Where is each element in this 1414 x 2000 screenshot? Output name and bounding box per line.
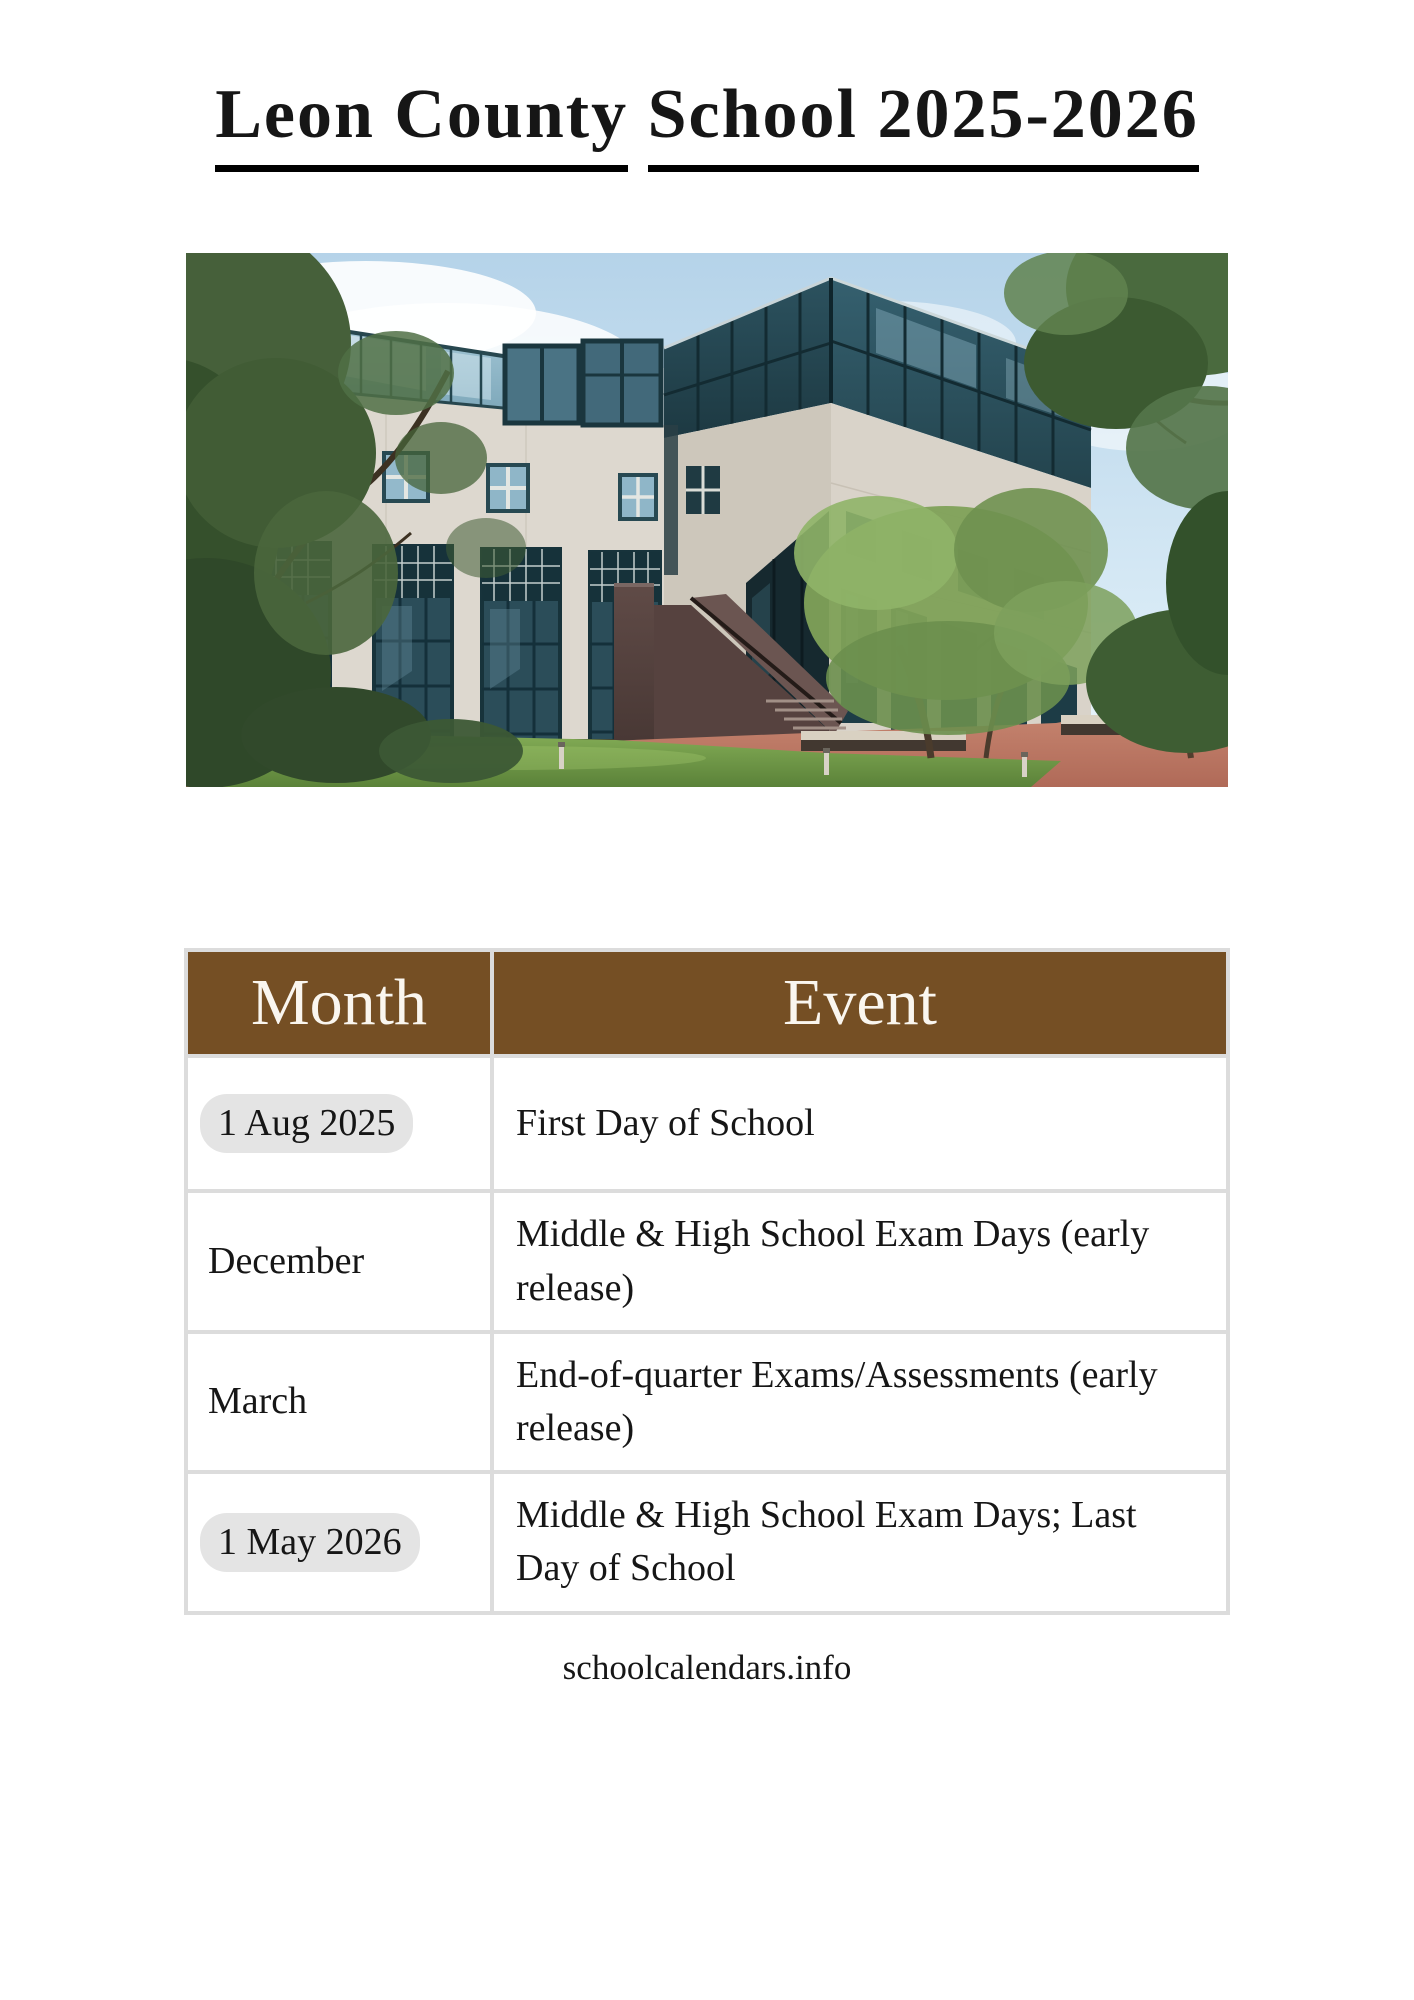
month-badge: 1 Aug 2025 — [200, 1094, 413, 1153]
event-text: Middle & High School Exam Days (early release) — [516, 1213, 1150, 1309]
month-cell — [186, 1056, 492, 1191]
title-part-2: School 2025-2026 — [648, 76, 1199, 172]
building-illustration — [186, 253, 1228, 787]
event-text: Middle & High School Exam Days; Last Day of School — [516, 1494, 1137, 1590]
table-row — [186, 1332, 1228, 1472]
calendar-table — [184, 948, 1230, 1615]
month-cell — [186, 1332, 492, 1472]
month-label: December — [208, 1239, 365, 1282]
event-cell — [492, 1332, 1228, 1472]
table-row — [186, 1472, 1228, 1612]
event-cell — [492, 1191, 1228, 1331]
rooftop-glass-boxes — [505, 341, 661, 425]
event-cell — [492, 1472, 1228, 1612]
footer-site-name: schoolcalendars.info — [562, 1648, 852, 1687]
column-header-month: Month — [186, 950, 492, 1056]
month-cell — [186, 1472, 492, 1612]
event-text: End-of-quarter Exams/Assessments (early release) — [516, 1353, 1158, 1449]
month-badge: 1 May 2026 — [200, 1513, 420, 1572]
column-header-event: Event — [492, 950, 1228, 1056]
event-cell — [492, 1056, 1228, 1191]
event-text: First Day of School — [516, 1102, 815, 1145]
table-row — [186, 1056, 1228, 1191]
month-label: March — [208, 1380, 308, 1423]
page-title — [0, 76, 1414, 153]
title-part-1: Leon County — [215, 76, 628, 172]
table-row — [186, 1191, 1228, 1331]
school-building-photo — [186, 253, 1228, 787]
table-header-row — [186, 950, 1228, 1056]
month-cell — [186, 1191, 492, 1331]
